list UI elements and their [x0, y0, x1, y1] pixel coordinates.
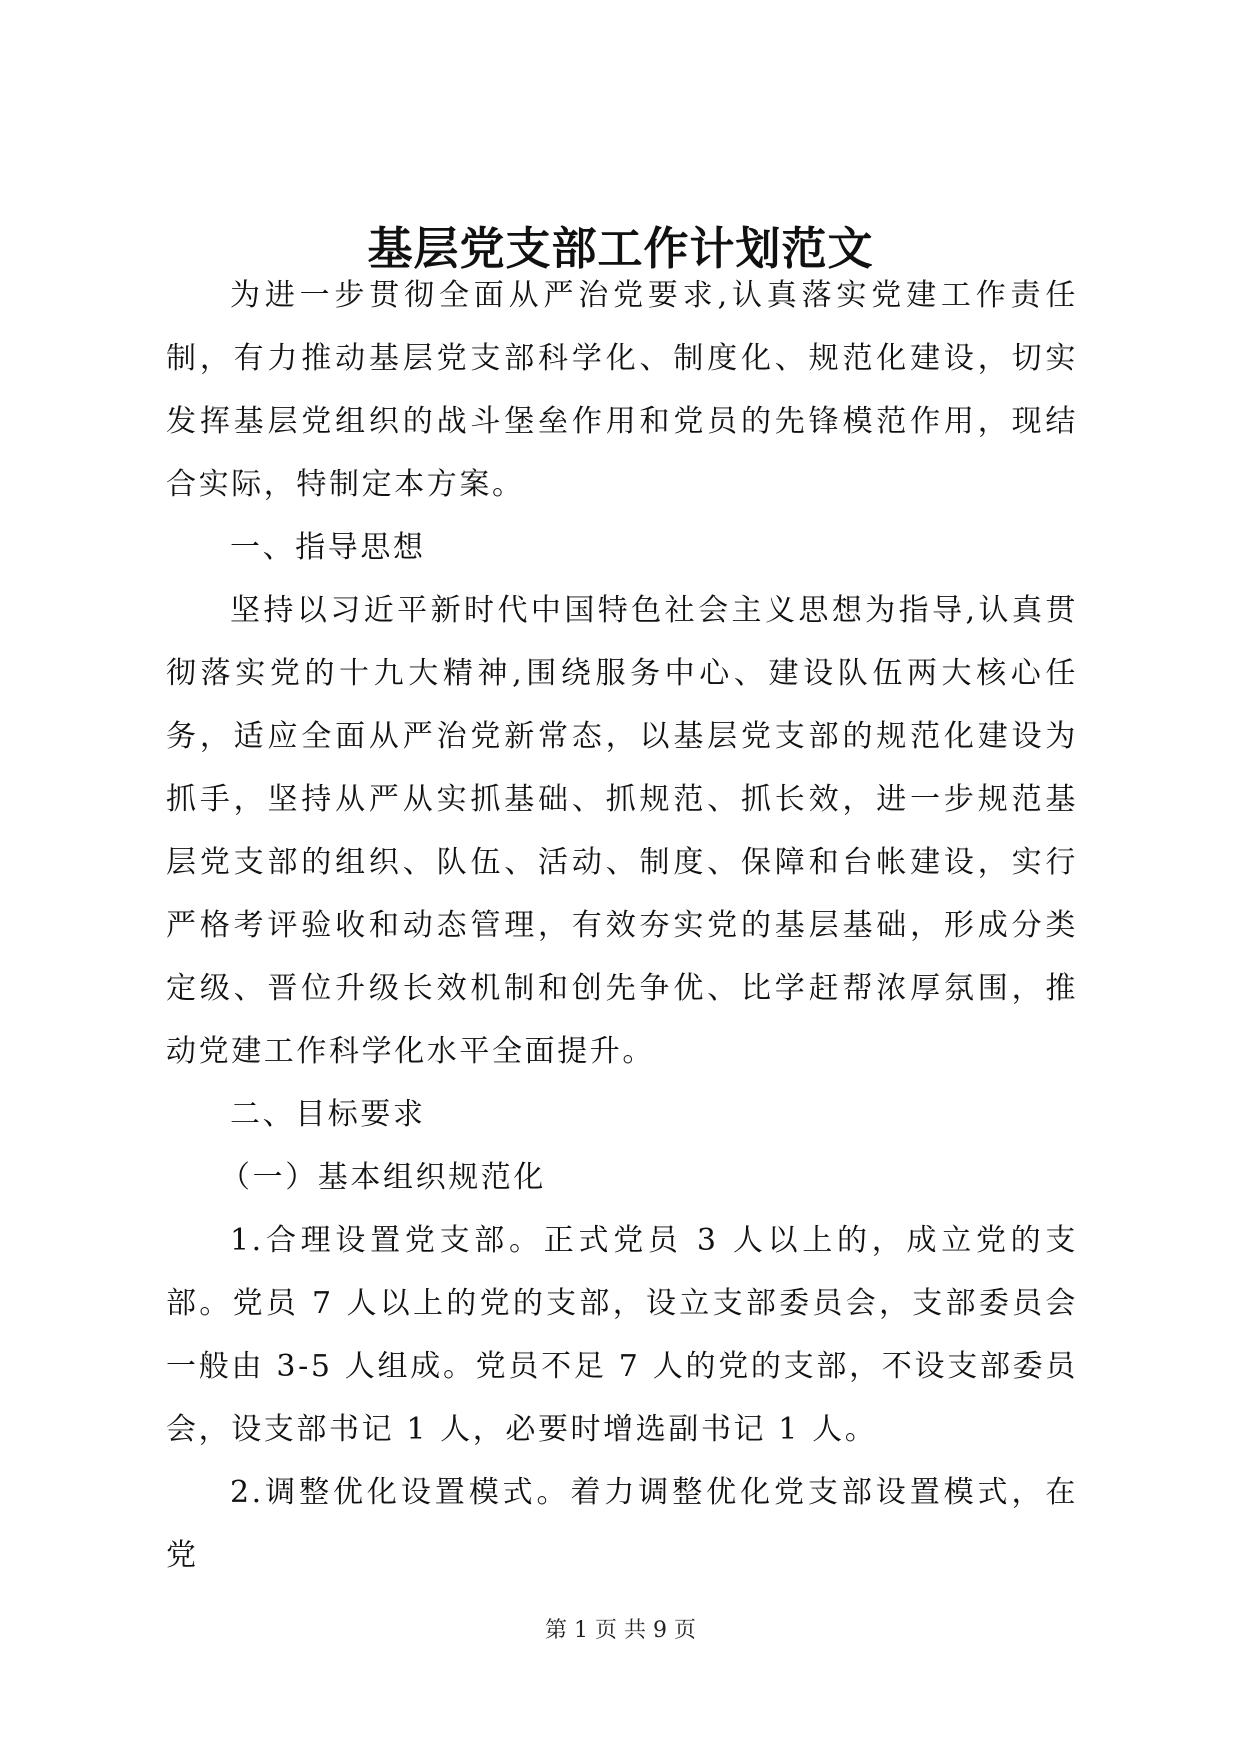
section-heading-goals: 二、目标要求 — [230, 1097, 426, 1132]
document-body — [166, 264, 1078, 1587]
page-number-footer: 第 1 页 共 9 页 — [545, 1618, 696, 1643]
guiding-thought-paragraph: 坚持以习近平新时代中国特色社会主义思想为指导,认真贯彻落实党的十九大精神,围绕服务中心、建设队伍两大核心任务，适应全面从严治党新常态，以基层党支部的规范化建设为抓手，坚持从严从实抓基础、抓规范、抓长效，进一步规范基层党支部的组织、队伍、活动、制度、保障和台帐建设，实行严格考评验收和动态管理，有效夯实党的基层基础，形成分类定级、晋位升级长效机制和创先争优、比学赶帮浓厚氛围，推动党建工作科学化水平全面提升。 — [166, 593, 1078, 1069]
item-2-paragraph: 2.调整优化设置模式。着力调整优化党支部设置模式，在党 — [166, 1475, 1078, 1573]
section-heading-guiding-thought: 一、指导思想 — [230, 530, 426, 565]
item-1-paragraph: 1.合理设置党支部。正式党员 3 人以上的，成立党的支部。党员 7 人以上的党的支部，设立支部委员会，支部委员会一般由 3-5 人组成。党员不足 7 人的党的支部，不设支部委员会，设支部书记 1 人，必要时增选副书记 1 人。 — [166, 1223, 1078, 1447]
document-title: 基层党支部工作计划范文 — [367, 222, 874, 275]
subsection-heading-basic-organization: （一）基本组织规范化 — [220, 1160, 546, 1195]
intro-paragraph: 为进一步贯彻全面从严治党要求,认真落实党建工作责任制，有力推动基层党支部科学化、制度化、规范化建设，切实发挥基层党组织的战斗堡垒作用和党员的先锋模范作用，现结合实际，特制定本方案。 — [166, 278, 1078, 502]
